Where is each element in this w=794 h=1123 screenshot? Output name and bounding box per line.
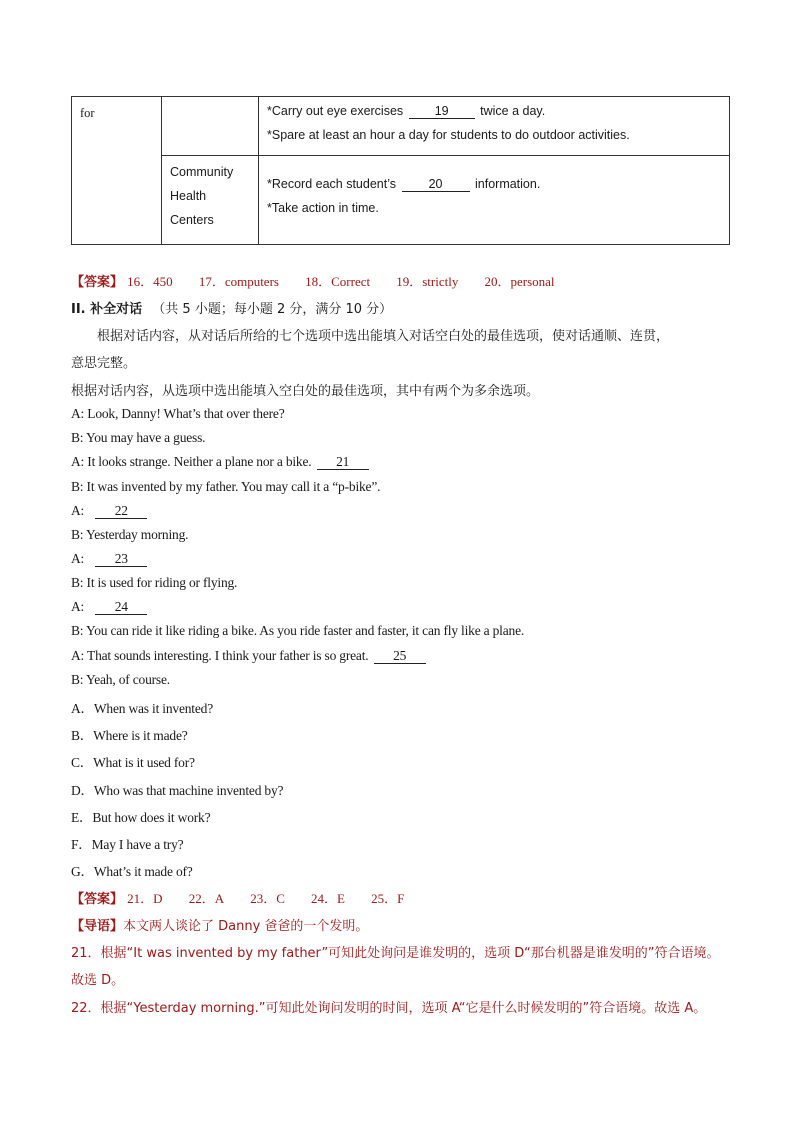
answer-line-2: 【答案】 21．D 22．A 23．C 24．E 25．F [71,891,405,907]
measure-line: *Spare at least an hour a day for students to do outdoor activities. [267,128,630,142]
option-e: E．But how does it work? [71,810,211,825]
blank-19: 19 [409,104,475,119]
table-cell-record: *Record each student’s 20 information. *Take action in time. [259,156,730,245]
blank-20: 20 [402,177,470,192]
option-b: B．Where is it made? [71,728,188,743]
option-f: F．May I have a try? [71,837,184,852]
option-a: A．When was it invented? [71,701,213,716]
option-d: D．Who was that machine invented by? [71,783,284,798]
guide-line: 【导语】本文两人谈论了 Danny 爸爸的一个发明。 [71,919,369,934]
dialogue-line: A: Look, Danny! What’s that over there? [71,406,285,421]
instruction-line: 根据对话内容，从选项中选出能填入空白处的最佳选项，其中有两个为多余选项。 [71,384,540,399]
table-cell-for [72,97,162,245]
instruction-line: 根据对话内容，从对话后所给的七个选项中选出能填入对话空白处的最佳选项，使对话通顺、连贯， [97,329,670,344]
dialogue-line: A: 22 [71,503,149,519]
section-heading: II. 补全对话 （共 5 小题；每小题 2 分，满分 10 分） [71,302,393,317]
blank-21: 21 [317,455,369,470]
dialogue-line: B: Yesterday morning. [71,527,189,542]
option-c: C．What is it used for? [71,755,195,770]
table-cell-empty [162,97,259,156]
cell-text: for [80,106,95,120]
dialogue-line: A: That sounds interesting. I think your father is so great. 25 [71,648,428,664]
dialogue-line: A: 23 [71,551,149,567]
explanation-21: 21．根据“It was invented by my father”可知此处询问是谁发明的，选项 D“那台机器是谁发明的”符合语境。 [71,946,720,961]
dialogue-line: B: It was invented by my father. You may call it a “p-bike”. [71,479,381,494]
dialogue-line: B: You may have a guess. [71,430,206,445]
explanation-22: 22．根据“Yesterday morning.”可知此处询问发明的时间，选项 A“它是什么时候发明的”符合语境。故选 A。 [71,1001,707,1016]
blank-23: 23 [95,552,147,567]
table-row [72,97,730,156]
dialogue-line: B: You can ride it like riding a bike. As you ride faster and faster, it can fly like a plane. [71,623,525,638]
measure-line: *Record each student’s 20 information. [267,177,541,191]
dialogue-line: B: Yeah, of course. [71,672,170,687]
explanation-21-cont: 故选 D。 [71,973,125,988]
blank-22: 22 [95,504,147,519]
table-cell-community: Community Health Centers [162,156,259,245]
dialogue-line: B: It is used for riding or flying. [71,575,238,590]
answer-line-1: 【答案】 16．450 17．computers 18．Correct 19．strictly 20．personal [71,274,555,290]
blank-25: 25 [374,649,426,664]
blank-24: 24 [95,600,147,615]
table-row [72,156,730,245]
option-g: G．What’s it made of? [71,864,193,879]
table-cell-measures [259,97,730,156]
dialogue-line: A: It looks strange. Neither a plane nor a bike. 21 [71,454,371,470]
measure-line: *Carry out eye exercises 19 twice a day. [267,104,546,118]
info-table [71,96,730,245]
dialogue-line: A: 24 [71,599,149,615]
instruction-line: 意思完整。 [71,356,137,371]
